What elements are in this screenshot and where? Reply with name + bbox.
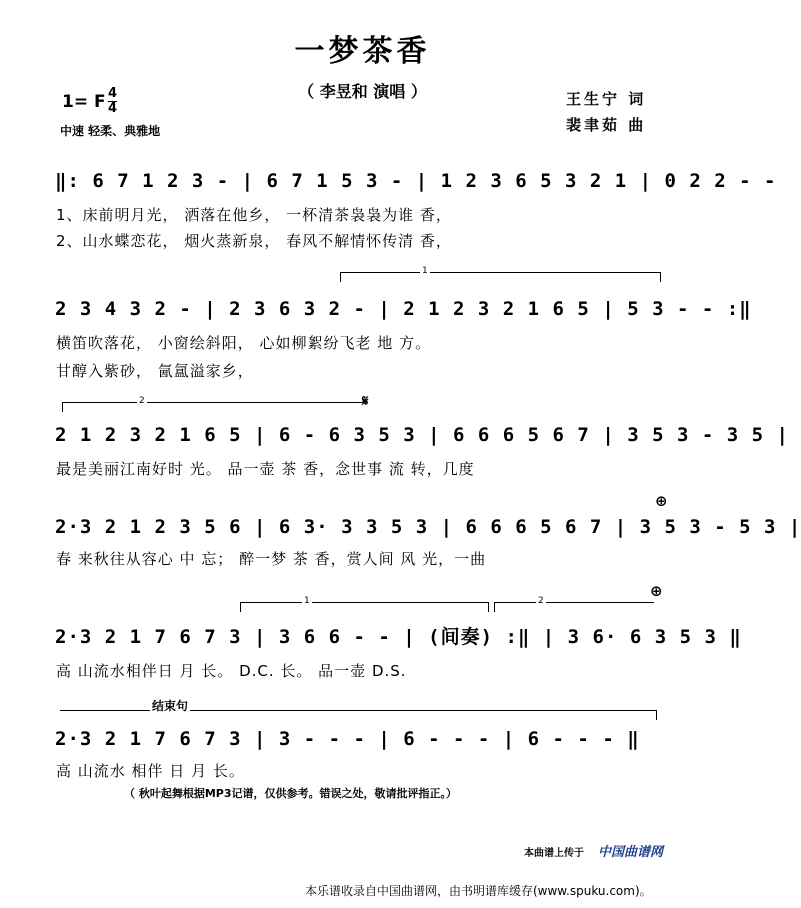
meter-top: 4 — [108, 86, 118, 101]
key-signature: 1= F — [62, 92, 106, 112]
lyric-row-2-verse-2: 甘醇入紫砂， 氤氲溢家乡， — [56, 362, 254, 380]
footer-caption: 本乐谱收录自中国曲谱网，由书明谱库缓存(www.spuku.com)。 — [305, 884, 652, 898]
volta-label-2: 2 — [139, 396, 145, 406]
volta-bracket-2 — [62, 402, 362, 403]
score-row-3: 2 1 2 3 2 1 6 5 | 6 - 6 3 5 3 | 6 6 6 5 6 7 | 3 5 3 - 3 5 | — [55, 424, 789, 446]
segno-icon: 𝄋 — [362, 392, 369, 410]
page-title: 一梦茶香 — [294, 34, 431, 69]
composer-credit: 裴聿茹 曲 — [566, 116, 647, 134]
volta-tick — [656, 710, 657, 720]
second-ending-label: 2 — [538, 596, 544, 606]
volta-tick — [62, 402, 63, 412]
volta-bracket-first-ending — [240, 602, 488, 603]
coda-icon: ⊕ — [650, 582, 663, 600]
lyric-row-6: 高 山流水 相伴 日 月 长。 — [56, 762, 245, 780]
score-row-6: 2·3 2 1 7 6 7 3 | 3 - - - | 6 - - - | 6 - - - ‖ — [55, 728, 640, 750]
site-logo[interactable]: 中国曲谱网 — [598, 845, 664, 860]
volta-tick — [340, 272, 341, 282]
volta-tick — [660, 272, 661, 282]
singer-credit: （ 李昱和 演唱 ） — [298, 82, 427, 101]
volta-bracket-1 — [340, 272, 660, 273]
meter-bottom: 4 — [108, 101, 118, 116]
score-row-1: ‖: 6 7 1 2 3 - | 6 7 1 5 3 - | 1 2 3 6 5 3 2 1 | 0 2 2 - - — [55, 170, 777, 192]
lyric-row-2-verse-1: 横笛吹落花， 小窗绘斜阳， 心如柳絮纷飞老 地 方。 — [56, 334, 432, 352]
volta-tick — [488, 602, 489, 612]
score-row-4: 2·3 2 1 2 3 5 6 | 6 3· 3 3 5 3 | 6 6 6 5 6 7 | 3 5 3 - 5 3 | — [55, 516, 801, 538]
coda-icon: ⊕ — [655, 492, 668, 510]
lyric-row-4: 春 来秋往从容心 中 忘； 醉一梦 茶 香，赏人间 风 光，一曲 — [56, 550, 487, 568]
transcriber-note: （ 秋叶起舞根据MP3记谱，仅供参考。错误之处，敬请批评指正。） — [124, 787, 457, 800]
first-ending-label: 1 — [304, 596, 310, 606]
lyric-row-1-verse-2: 2、山水蝶恋花， 烟火蒸新泉， 春风不解情怀传清 香， — [56, 232, 452, 250]
volta-label-1: 1 — [422, 266, 428, 276]
score-row-5: 2·3 2 1 7 6 7 3 | 3 6 6 - - | (间奏) :‖ | 3 6· 6 3 5 3 ‖ — [55, 626, 742, 648]
volta-bracket-second-ending — [494, 602, 654, 603]
lyric-row-5: 高 山流水相伴日 月 长。 D.C. 长。 品一壶 D.S. — [56, 662, 407, 680]
volta-tick — [240, 602, 241, 612]
lyric-row-1-verse-1: 1、床前明月光， 洒落在他乡， 一杯清茶袅袅为谁 香， — [56, 206, 452, 224]
upload-credit: 本曲谱上传于 — [524, 848, 584, 859]
score-row-2: 2 3 4 3 2 - | 2 3 6 3 2 - | 2 1 2 3 2 1 6 5 | 5 3 - - :‖ — [55, 298, 752, 320]
lyric-row-3: 最是美丽江南好时 光。 品一壶 茶 香，念世事 流 转，几度 — [56, 460, 475, 478]
tempo-marking: 中速 轻柔、典雅地 — [60, 124, 161, 138]
time-signature — [108, 87, 117, 116]
lyricist-credit: 王生宁 词 — [566, 90, 647, 108]
volta-tick — [494, 602, 495, 612]
ending-section-label: 结束句 — [152, 699, 189, 713]
